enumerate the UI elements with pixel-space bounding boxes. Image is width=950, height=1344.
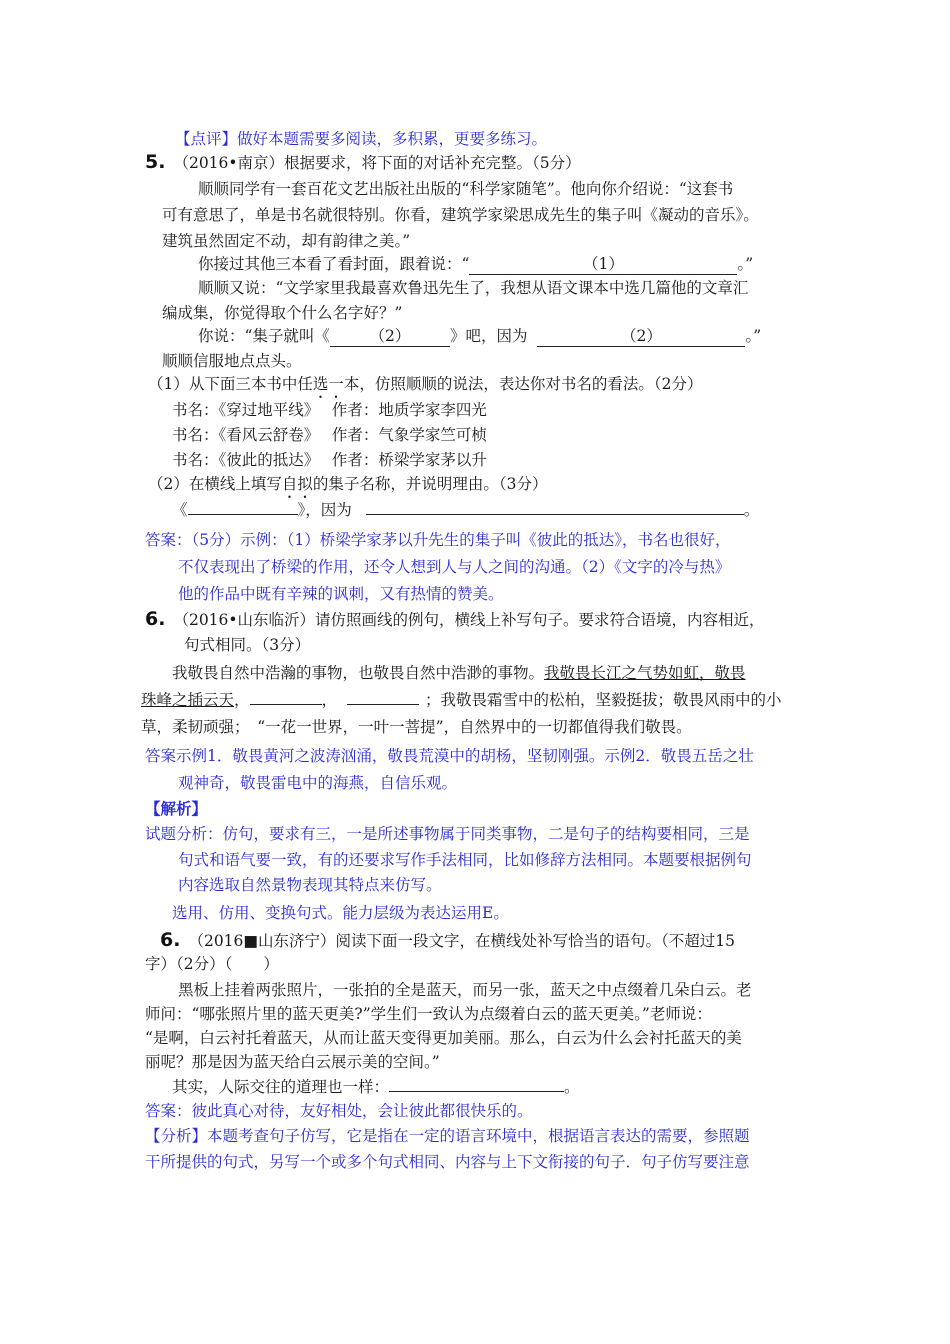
q5-paragraph-line: 顺顺信服地点点头。 bbox=[162, 352, 302, 370]
question-5-header bbox=[145, 152, 581, 173]
q5-text: 本，仿照顺顺的说法，表达你对书名的看法。（2分） bbox=[343, 375, 703, 393]
q6a-body-line: 草，柔韧顽强； “一花一世界，一叶一菩提”，自然界中的一切都值得我们敬畏。 bbox=[141, 718, 692, 736]
blank-1[interactable]: （1） bbox=[469, 254, 737, 275]
q6a-text: ；我敬畏霜雪中的松柏，坚毅挺拔；敬畏风雨中的小 bbox=[425, 691, 782, 709]
underlined-example: 我敬畏长江之气势如虹，敬畏 bbox=[544, 664, 746, 682]
q5-sub-question-1 bbox=[148, 374, 703, 402]
book-line: 书名：《穿过地平线》 作者：地质学家李四光 bbox=[172, 401, 487, 419]
q6a-analysis-line: 试题分析：仿句，要求有三，一是所述事物属于同类事物，二是句子的结构要相同，三是 bbox=[145, 825, 750, 843]
q6a-analysis-line: 内容选取自然景物表现其特点来仿写。 bbox=[178, 876, 442, 894]
question-number: 6. bbox=[145, 608, 166, 630]
q5-text: （2）在横线上填写 bbox=[148, 475, 282, 493]
q5-fill-line-1 bbox=[198, 254, 753, 275]
q5-paragraph-line: 顺顺同学有一套百花文艺出版社出版的“科学家随笔”。他向你介绍说：“这套书 bbox=[198, 180, 734, 198]
q5-fill-line-2 bbox=[198, 326, 761, 347]
q5-text: 。 bbox=[743, 501, 760, 519]
q5-text: 》，因为 bbox=[297, 501, 352, 519]
analysis-heading: 【解析】 bbox=[145, 799, 208, 818]
q6a-body-line bbox=[172, 663, 746, 683]
q6b-text: 。 bbox=[564, 1078, 580, 1096]
question-6b-header bbox=[160, 930, 735, 951]
question-6a-header bbox=[145, 609, 765, 630]
underlined-example: 珠峰之插云天 bbox=[141, 691, 235, 709]
blank-2b[interactable]: （2） bbox=[537, 326, 745, 347]
q6b-header-line: 字）（2分）（ ） bbox=[145, 955, 279, 973]
q5-paragraph-line: 可有意思了，单是书名就很特别。你看，建筑学家梁思成先生的集子叫《凝动的音乐》。 bbox=[162, 206, 759, 224]
question-number: 6. bbox=[160, 929, 181, 951]
question-number: 5. bbox=[145, 151, 166, 173]
q6b-body-line: “是啊，白云衬托着蓝天，从而让蓝天变得更加美丽。那么，白云为什么会衬托蓝天的美 bbox=[145, 1029, 742, 1047]
q5-text: 你接过其他三本看了看封面，跟着说：“ bbox=[198, 255, 470, 273]
q5-text: 的集子名称，并说明理由。（3分） bbox=[312, 475, 548, 493]
q6b-body-line: 师问：“哪张照片里的蓝天更美?”学生们一致认为点缀着白云的蓝天更美。”老师说： bbox=[145, 1005, 712, 1023]
q6a-answer-line: 观神奇，敬畏雷电中的海燕，自信乐观。 bbox=[178, 774, 458, 792]
question-title: （2016•南京）根据要求，将下面的对话补充完整。（5分） bbox=[173, 154, 581, 172]
q5-paragraph-line: 建筑虽然固定不动，却有韵律之美。” bbox=[162, 232, 411, 250]
blank-title[interactable] bbox=[188, 514, 298, 515]
q5-answer-line: 不仅表现出了桥梁的作用，还令人想到人与人之间的沟通。（2）《文字的冷与热》 bbox=[178, 558, 731, 576]
q6a-text: ， bbox=[321, 691, 338, 709]
blank-imitate-2[interactable] bbox=[347, 704, 419, 705]
comment-line: 【点评】做好本题需要多阅读，多积累，更要多练习。 bbox=[175, 130, 548, 148]
q6b-analysis-line: 【分析】本题考查句子仿写，它是指在一定的语言环境中，根据语言表达的需要，参照题 bbox=[145, 1127, 750, 1145]
q5-text: 。” bbox=[737, 255, 754, 273]
question-title: （2016■山东济宁）阅读下面一段文字，在横线处补写恰当的语句。（不超过15 bbox=[188, 932, 736, 950]
question-title: （2016•山东临沂）请仿照画线的例句，横线上补写句子。要求符合语境，内容相近， bbox=[173, 611, 765, 629]
q6b-answer-line: 答案：彼此真心对待，友好相处，会让彼此都很快乐的。 bbox=[145, 1102, 533, 1120]
blank-imitate-1[interactable] bbox=[250, 704, 322, 705]
q5-text: 你说：“集子就叫《 bbox=[198, 327, 330, 345]
q5-paragraph-line: 编成集，你觉得取个什么名字好？” bbox=[162, 304, 403, 322]
q6a-analysis-line: 句式和语气要一致，有的还要求写作手法相同，比如修辞方法相同。本题要根据例句 bbox=[178, 851, 752, 869]
q6b-text: 其实，人际交往的道理也一样： bbox=[172, 1078, 390, 1096]
q6a-text: 我敬畏自然中浩瀚的事物，也敬畏自然中浩渺的事物。 bbox=[172, 664, 545, 682]
q6a-body-line bbox=[141, 690, 782, 710]
q5-fill-line-3 bbox=[172, 500, 759, 520]
q5-text: 。” bbox=[745, 327, 762, 345]
book-line: 书名：《看风云舒卷》 作者：气象学家竺可桢 bbox=[172, 426, 487, 444]
q6b-analysis-line: 干所提供的句式，另写一个或多个句式相同、内容与上下文衔接的句子．句子仿写要注意 bbox=[145, 1153, 750, 1171]
emphasis-text: 选一 bbox=[312, 375, 344, 393]
q5-text: 》吧，因为 bbox=[449, 327, 528, 345]
emphasis-text: 自拟 bbox=[281, 475, 313, 493]
q5-answer-line: 他的作品中既有辛辣的讽刺，又有热情的赞美。 bbox=[178, 585, 504, 603]
q5-text: （1）从下面三本书中任 bbox=[148, 375, 313, 393]
q6b-fill-line bbox=[172, 1077, 580, 1097]
q5-paragraph-line: 顺顺又说：“文学家里我最喜欢鲁迅先生了，我想从语文课本中选几篇他的文章汇 bbox=[198, 279, 749, 297]
q6b-body-line: 黑板上挂着两张照片，一张拍的全是蓝天，而另一张，蓝天之中点缀着几朵白云。老 bbox=[178, 981, 752, 999]
q6a-header-line: 句式相同。（3分） bbox=[184, 636, 311, 654]
q6a-text: ， bbox=[234, 691, 250, 709]
q5-text: 《 bbox=[172, 501, 188, 519]
blank-2a[interactable]: （2） bbox=[330, 326, 450, 347]
q6b-body-line: 丽呢？那是因为蓝天给白云展示美的空间。” bbox=[145, 1053, 440, 1071]
q5-answer-line: 答案：（5分）示例：（1）桥梁学家茅以升先生的集子叫《彼此的抵达》，书名也很好， bbox=[145, 531, 731, 549]
q6a-analysis-line: 选用、仿用、变换句式。能力层级为表达运用E。 bbox=[172, 904, 509, 922]
q5-sub-question-2 bbox=[148, 474, 548, 502]
blank-answer[interactable] bbox=[389, 1091, 564, 1092]
blank-reason[interactable] bbox=[366, 514, 744, 515]
q6a-answer-line: 答案示例1．敬畏黄河之波涛汹涌，敬畏荒漠中的胡杨，坚韧刚强。示例2．敬畏五岳之壮 bbox=[145, 747, 754, 765]
book-line: 书名：《彼此的抵达》 作者：桥梁学家茅以升 bbox=[172, 451, 487, 469]
